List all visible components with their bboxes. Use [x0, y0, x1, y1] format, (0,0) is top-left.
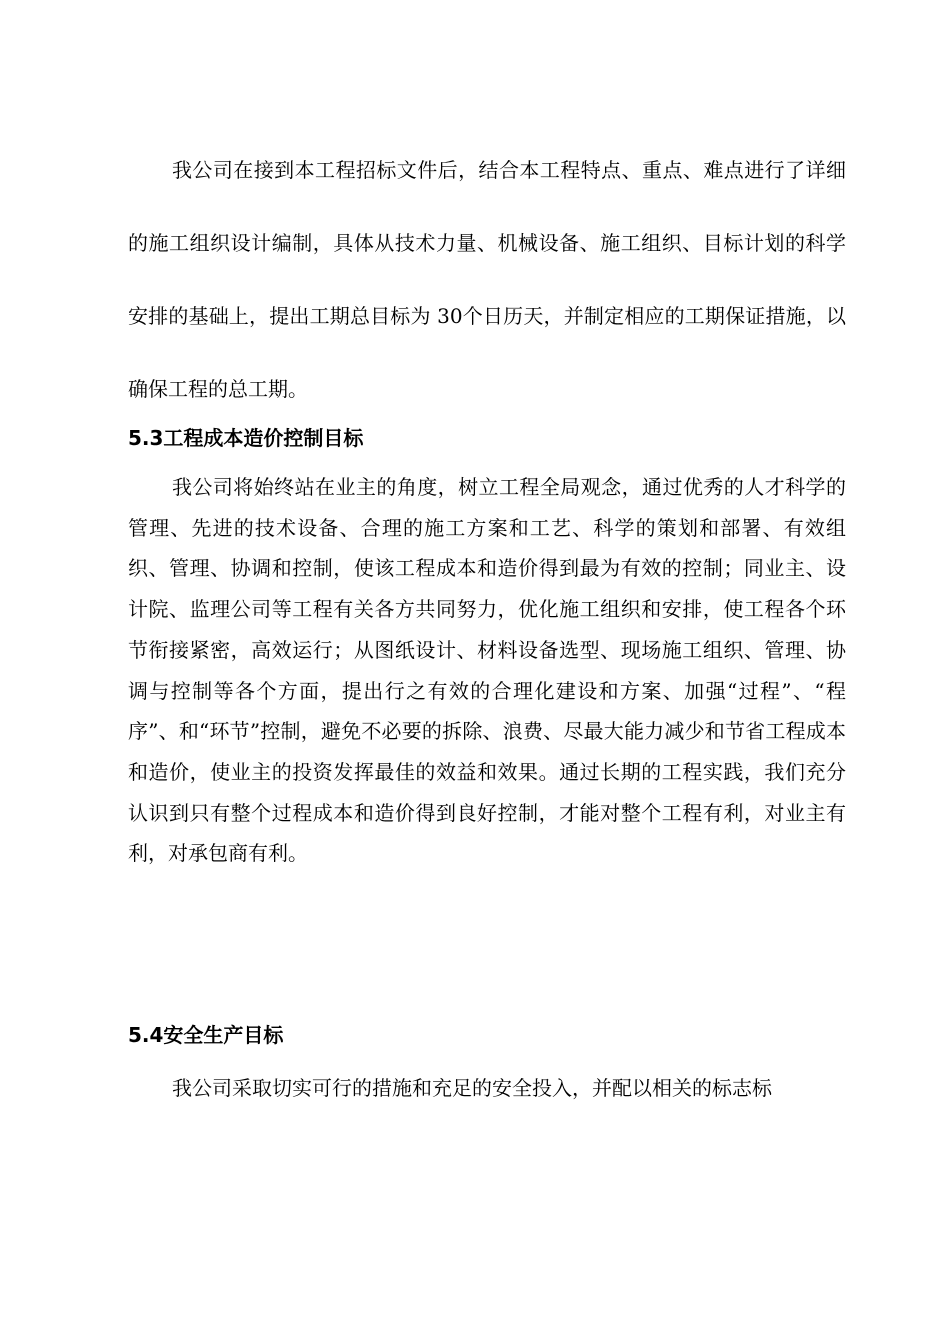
safety-target-heading: 5.4安全生产目标	[128, 1023, 284, 1047]
schedule-paragraph: 我公司在接到本工程招标文件后，结合本工程特点、重点、难点进行了详细的施工组织设计编制，具体从技术力量、机械设备、施工组织、目标计划的科学安排的基础上，提出工期总目标为 30个日历天，并制定相应的工期保证措施，以确保工程的总工期。	[128, 158, 846, 401]
cost-target-heading: 5.3工程成本造价控制目标	[128, 426, 364, 450]
safety-paragraph: 我公司采取切实可行的措施和充足的安全投入，并配以相关的标志标	[172, 1076, 772, 1100]
cost-paragraph: 我公司将始终站在业主的角度，树立工程全局观念，通过优秀的人才科学的管理、先进的技术设备、合理的施工方案和工艺、科学的策划和部署、有效组织、管理、协调和控制，使该工程成本和造价得到最为有效的控制；同业主、设计院、监理公司等工程有关各方共同努力，优化施工组织和安排，使工程各个环节衔接紧密，高效运行；从图纸设计、材料设备选型、现场施工组织、管理、协调与控制等各个方面，提出行之有效的合理化建设和方案、加强“过程”、“程序”、和“环节”控制，避免不必要的拆除、浪费、尽最大能力减少和节省工程成本和造价，使业主的投资发挥最佳的效益和效果。通过长期的工程实践，我们充分认识到只有整个过程成本和造价得到良好控制，才能对整个工程有利，对业主有利，对承包商有利。	[128, 475, 846, 866]
